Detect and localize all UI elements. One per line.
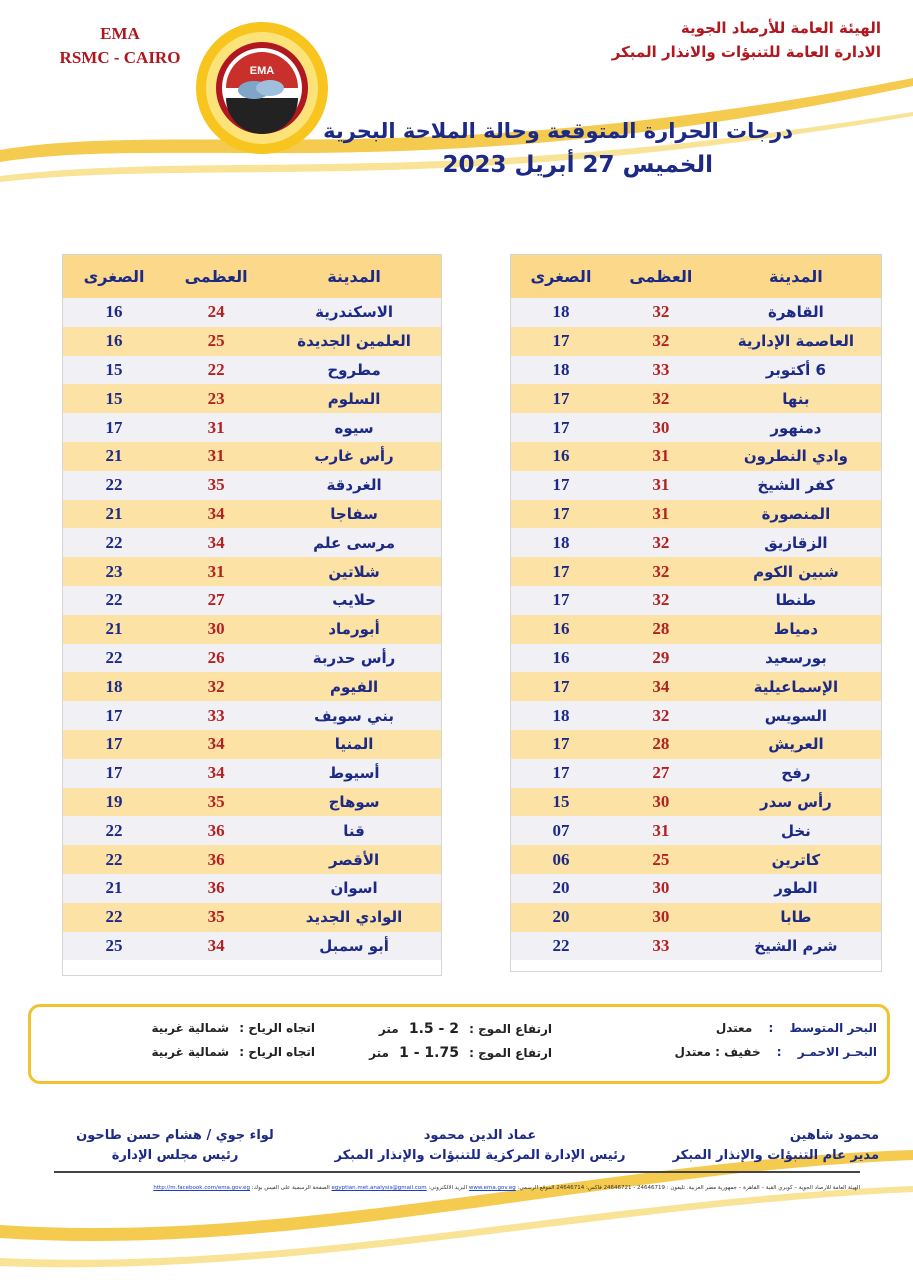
footer-site-link[interactable]: www.ema.gov.eg [468,1185,516,1191]
city-cell: بني سويف [314,706,394,725]
table-row [511,528,881,557]
med-sea-state: معتدل [715,1021,753,1035]
table-row [63,701,441,730]
min-temp-cell: 21 [105,446,123,466]
city-cell: بورسعيد [765,648,827,667]
table-row [63,528,441,557]
organization-heading [612,16,881,64]
table-row [63,586,441,615]
footer-address: الهيئة العامة للأرصاد الجوية – كوبري القبة – القاهرة – جمهورية مصر العربية. تليفون : 24646719 - 24646721 فاكس: 24646714 الموقع الرسمي: [517,1185,860,1191]
max-temp-cell: 32 [652,388,670,408]
city-cell: رأس سدر [760,792,832,811]
min-temp-cell: 22 [552,935,570,955]
city-cell: رأس حدربة [312,648,396,667]
signature-right [673,1126,879,1166]
city-cell: مرسى علم [313,533,396,552]
max-temp-cell: 28 [652,619,670,639]
min-temp-cell: 17 [552,590,570,610]
table-row [63,413,441,442]
footer-fb-label: الصفحة الرسمية على الفيس بوك: [251,1185,330,1191]
med-wave-label: ارتفاع الموج : [469,1022,552,1036]
min-temp-cell: 16 [552,619,570,639]
min-temp-cell: 17 [552,503,570,523]
city-cell: طابا [780,908,812,927]
city-cell: العلمين الجديدة [297,332,411,351]
min-temp-cell: 16 [105,302,123,322]
min-temp-cell: 17 [552,475,570,495]
max-temp-cell: 26 [207,647,225,667]
table-row [511,874,881,903]
min-temp-cell: 17 [552,388,570,408]
signature-left [60,1126,290,1166]
city-cell: حلايب [332,591,376,610]
med-sea-label: البحر المتوسط [789,1021,877,1035]
max-temp-cell: 31 [207,561,225,581]
table-row [63,845,441,874]
header-min: الصغرى [83,267,145,286]
city-cell: كاترين [771,850,821,869]
max-temp-cell: 33 [207,705,225,725]
table-row [63,816,441,845]
table-row [511,586,881,615]
table-row [63,644,441,673]
red-wave-unit: متر [369,1046,389,1060]
org-line-2: الادارة العامة للتنبؤات والانذار المبكر [611,43,881,61]
min-temp-cell: 16 [105,331,123,351]
max-temp-cell: 30 [207,619,225,639]
max-temp-cell: 36 [207,878,225,898]
header-max: العظمى [629,267,693,286]
min-temp-cell: 17 [105,734,123,754]
table-row [63,874,441,903]
table-row [511,298,881,327]
max-temp-cell: 34 [207,935,225,955]
med-sea-row: البحر المتوسط : معتدل [682,1021,877,1035]
table-body [63,298,441,960]
city-cell: وادي النطرون [743,447,848,466]
table-row [511,644,881,673]
min-temp-cell: 06 [552,849,570,869]
max-temp-cell: 32 [207,676,225,696]
signature-center [320,1126,640,1166]
min-temp-cell: 17 [552,417,570,437]
max-temp-cell: 27 [207,590,225,610]
min-temp-cell: 17 [552,331,570,351]
min-temp-cell: 17 [552,734,570,754]
max-temp-cell: 29 [652,647,670,667]
min-temp-cell: 22 [105,532,123,552]
max-temp-cell: 23 [207,388,225,408]
city-cell: دمياط [773,620,819,639]
max-temp-cell: 36 [207,849,225,869]
max-temp-cell: 34 [652,676,670,696]
min-temp-cell: 17 [552,676,570,696]
min-temp-cell: 22 [105,647,123,667]
red-sea-row: البحـر الاحمـر : خفيف : معتدل [671,1045,877,1059]
city-cell: السلوم [327,389,381,408]
signature-right-title: مدير عام التنبؤات والإنذار المبكر [672,1148,879,1163]
max-temp-cell: 34 [207,503,225,523]
min-temp-cell: 15 [105,359,123,379]
min-temp-cell: 22 [105,590,123,610]
max-temp-cell: 36 [207,820,225,840]
city-cell: الغردقة [326,476,382,495]
med-wind-row [151,1021,315,1035]
table-row [63,903,441,932]
min-temp-cell: 23 [105,561,123,581]
max-temp-cell: 33 [652,935,670,955]
table-row [511,413,881,442]
min-temp-cell: 20 [552,878,570,898]
min-temp-cell: 15 [552,791,570,811]
min-temp-cell: 22 [105,907,123,927]
max-temp-cell: 35 [207,475,225,495]
ema-english-block [30,22,210,70]
max-temp-cell: 34 [207,532,225,552]
max-temp-cell: 30 [652,878,670,898]
table-row [511,672,881,701]
table-row [63,672,441,701]
min-temp-cell: 20 [552,907,570,927]
table-row [511,932,881,961]
max-temp-cell: 30 [652,417,670,437]
signature-center-name: عماد الدين محمود [423,1128,537,1143]
ema-abbr: EMA [100,24,140,43]
table-row [63,500,441,529]
city-cell: أبورماد [328,620,380,639]
min-temp-cell: 18 [552,705,570,725]
city-cell: 6 أكتوبر [765,360,826,379]
min-temp-cell: 25 [105,935,123,955]
table-row [511,730,881,759]
min-temp-cell: 19 [105,791,123,811]
min-temp-cell: 15 [105,388,123,408]
table-row [511,557,881,586]
max-temp-cell: 31 [207,446,225,466]
temperature-table-right [510,254,882,972]
city-cell: كفر الشيخ [757,476,835,495]
header-min: الصغرى [530,267,592,286]
city-cell: المنصورة [761,504,831,523]
max-temp-cell: 28 [652,734,670,754]
table-row [511,356,881,385]
max-temp-cell: 32 [652,561,670,581]
min-temp-cell: 22 [105,475,123,495]
table-row [511,384,881,413]
min-temp-cell: 17 [105,763,123,783]
min-temp-cell: 18 [552,359,570,379]
min-temp-cell: 17 [105,705,123,725]
max-temp-cell: 34 [207,763,225,783]
city-cell: السويس [764,706,828,725]
max-temp-cell: 31 [207,417,225,437]
city-cell: بنها [782,389,810,408]
city-cell: أبو سمبل [319,936,389,955]
min-temp-cell: 21 [105,619,123,639]
city-cell: العريش [768,735,824,754]
red-wind-label: اتجاه الرياح : [239,1045,315,1059]
max-temp-cell: 31 [652,503,670,523]
min-temp-cell: 17 [105,417,123,437]
max-temp-cell: 25 [652,849,670,869]
signature-left-name: لواء جوي / هشام حسن طاحون [76,1128,274,1143]
city-cell: الاسكندرية [315,303,394,322]
table-row [63,384,441,413]
rsmc-label: RSMC - CAIRO [59,48,181,67]
table-row [511,500,881,529]
table-header [63,255,441,298]
table-row [63,557,441,586]
forecast-date: الخميس 27 أبريل 2023 [442,152,713,178]
max-temp-cell: 27 [652,763,670,783]
signature-center-title: رئيس الإدارة المركزية للتنبؤات والإنذار المبكر [334,1148,626,1163]
min-temp-cell: 16 [552,446,570,466]
table-row [511,701,881,730]
city-cell: رأس غارب [314,447,394,466]
city-cell: المنيا [334,735,374,754]
svg-text:EMA: EMA [249,65,275,77]
header-max: العظمى [184,267,248,286]
min-temp-cell: 18 [552,532,570,552]
table-body [511,298,881,960]
page-title: درجات الحرارة المتوقعة وحالة الملاحة البحرية [323,119,793,143]
city-cell: اسوان [330,879,378,898]
min-temp-cell: 18 [105,676,123,696]
red-wave-row [369,1045,552,1061]
table-row [63,442,441,471]
footer-email-link[interactable]: egyptian.met.analysis@gmail.com [331,1185,427,1191]
city-cell: الزقازيق [764,533,828,552]
table-row [63,615,441,644]
min-temp-cell: 21 [105,503,123,523]
table-row [511,471,881,500]
table-row [63,730,441,759]
med-wave-row [379,1021,552,1037]
max-temp-cell: 30 [652,907,670,927]
city-cell: رفح [781,764,811,783]
table-row [511,615,881,644]
city-cell: شلاتين [328,562,380,581]
red-sea-label: البحـر الاحمـر [797,1045,877,1059]
table-row [63,298,441,327]
max-temp-cell: 34 [207,734,225,754]
org-line-1: الهيئة العامة للأرصاد الجوية [680,19,881,37]
max-temp-cell: 32 [652,331,670,351]
city-cell: الإسماعيلية [753,677,839,696]
table-row [63,759,441,788]
city-cell: الأقصر [328,850,380,869]
city-cell: شبين الكوم [753,562,839,581]
med-wave-unit: متر [378,1022,399,1036]
table-row [511,759,881,788]
city-cell: الوادي الجديد [305,908,403,927]
signature-right-name: محمود شاهين [789,1128,879,1143]
max-temp-cell: 35 [207,791,225,811]
city-cell: دمنهور [770,418,822,437]
city-cell: نخل [780,821,811,840]
red-wind-value: شمالية غربية [151,1045,230,1059]
med-wind-label: اتجاه الرياح : [239,1021,315,1035]
max-temp-cell: 31 [652,820,670,840]
city-cell: طنطا [775,591,817,610]
table-row [511,903,881,932]
city-cell: سيوه [334,418,374,437]
max-temp-cell: 33 [652,359,670,379]
table-row [63,327,441,356]
temperature-table-left [62,254,442,976]
table-row [511,788,881,817]
footer-contact [54,1185,860,1191]
med-wave-value: 1.5 - 2 [408,1021,459,1037]
med-wind-value: شمالية غربية [151,1021,230,1035]
max-temp-cell: 32 [652,532,670,552]
city-cell: أسيوط [328,764,380,783]
city-cell: سوهاج [328,792,380,811]
red-wave-value: 1 - 1.75 [399,1045,459,1061]
max-temp-cell: 31 [652,475,670,495]
sea-state-box [28,1004,890,1084]
red-wind-row [151,1045,315,1059]
city-cell: القاهرة [768,303,824,322]
max-temp-cell: 25 [207,331,225,351]
max-temp-cell: 32 [652,705,670,725]
city-cell: الفيوم [330,677,379,696]
table-row [63,932,441,961]
min-temp-cell: 22 [105,820,123,840]
min-temp-cell: 17 [552,561,570,581]
ema-logo [192,18,332,158]
max-temp-cell: 35 [207,907,225,927]
min-temp-cell: 18 [552,302,570,322]
table-row [511,816,881,845]
header-city: المدينة [769,267,823,286]
red-wave-label: ارتفاع الموج : [469,1046,552,1060]
max-temp-cell: 22 [207,359,225,379]
table-header [511,255,881,298]
footer-divider [54,1171,860,1173]
table-row [63,356,441,385]
max-temp-cell: 32 [652,302,670,322]
min-temp-cell: 21 [105,878,123,898]
min-temp-cell: 22 [105,849,123,869]
min-temp-cell: 07 [552,820,570,840]
table-row [511,845,881,874]
max-temp-cell: 31 [652,446,670,466]
max-temp-cell: 30 [652,791,670,811]
footer-fb-link[interactable]: http://m.facebook.com/ema.gov.eg [153,1185,250,1191]
city-cell: الطور [774,879,818,898]
city-cell: العاصمة الإدارية [737,332,855,351]
min-temp-cell: 17 [552,763,570,783]
table-row [63,788,441,817]
table-row [511,442,881,471]
city-cell: قنا [343,821,365,840]
min-temp-cell: 16 [552,647,570,667]
table-row [511,327,881,356]
red-sea-state: خفيف : معتدل [674,1045,761,1059]
signature-left-title: رئيس مجلس الإدارة [111,1148,239,1163]
city-cell: مطروح [327,360,381,379]
header-city: المدينة [327,267,381,286]
table-row [63,471,441,500]
footer-email-label: البريد الالكتروني: [428,1185,468,1191]
max-temp-cell: 24 [207,302,225,322]
max-temp-cell: 32 [652,590,670,610]
city-cell: شرم الشيخ [754,936,838,955]
city-cell: سفاجا [330,504,378,523]
